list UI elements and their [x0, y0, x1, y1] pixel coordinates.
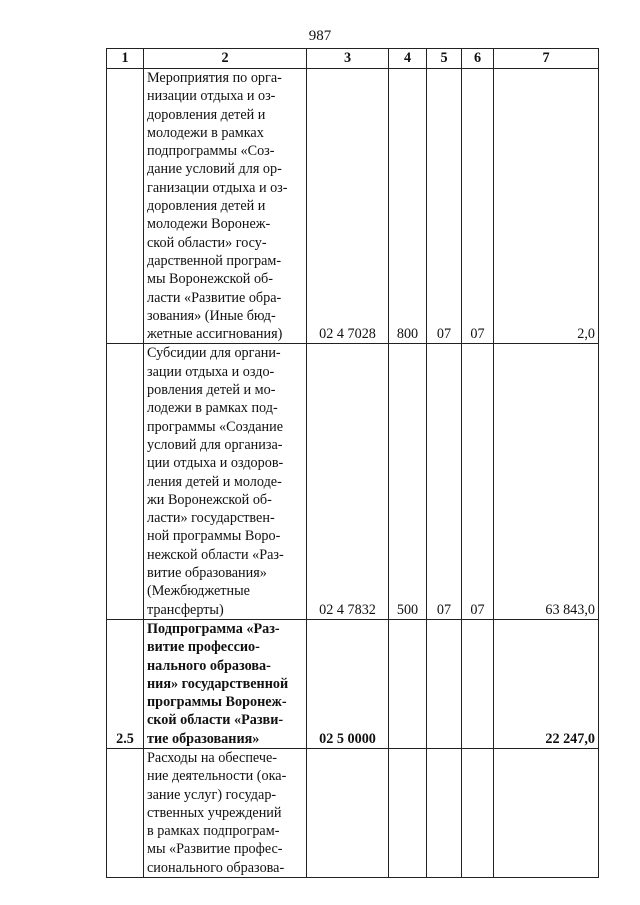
- description-line: зации отдыха и оздо-: [147, 363, 275, 380]
- column-header: 6: [462, 49, 494, 69]
- description-line: ственных учреждений: [147, 804, 282, 821]
- description-line: жетные ассигнования): [147, 326, 283, 343]
- description-line: трансферты): [147, 601, 224, 618]
- description-line: программы «Создание: [147, 418, 284, 435]
- description-line: (Межбюджетные: [147, 583, 250, 600]
- target-code: [307, 748, 389, 877]
- row-index: 2.5: [107, 619, 144, 748]
- amount: [494, 748, 599, 877]
- description-line: Подпрограмма «Раз-: [147, 620, 280, 637]
- description-line: мы Воронежской об-: [147, 271, 273, 288]
- description-line: Субсидии для органи-: [147, 345, 281, 362]
- description-line: дарственной програм-: [147, 252, 282, 269]
- row-index: [107, 69, 144, 344]
- description-line: подпрограммы «Соз-: [147, 143, 275, 160]
- description-line: Мероприятия по орга-: [147, 70, 282, 86]
- description-line: ласти «Развитие обра-: [147, 289, 282, 306]
- expense-type: [389, 748, 427, 877]
- column-header: 5: [427, 49, 462, 69]
- description-line: мы «Развитие профес-: [147, 841, 283, 858]
- description-line: зание услуг) государ-: [147, 786, 277, 803]
- amount: 63 843,0: [494, 344, 599, 619]
- column-header: 7: [494, 49, 599, 69]
- description-line: нежской области «Раз-: [147, 546, 284, 563]
- description-line: ной программы Воро-: [147, 528, 281, 545]
- expense-type: 500: [389, 344, 427, 619]
- budget-table: [106, 48, 599, 878]
- section-code: 07: [427, 69, 462, 344]
- target-code: 02 4 7028: [307, 69, 389, 344]
- description-line: ской области» госу-: [147, 234, 267, 251]
- row-description: [144, 619, 307, 748]
- row-description: [144, 69, 307, 344]
- description-line: молодежи Воронеж-: [147, 216, 271, 233]
- description-line: в рамках подпрограм-: [147, 823, 280, 840]
- description-line: молодежи в рамках: [147, 124, 264, 141]
- subsection-code: 07: [462, 69, 494, 344]
- column-header: 4: [389, 49, 427, 69]
- row-index: [107, 748, 144, 877]
- description-line: программы Воронеж-: [147, 694, 287, 711]
- description-line: ганизации отдыха и оз-: [147, 179, 288, 196]
- amount: 2,0: [494, 69, 599, 344]
- description-line: дание условий для ор-: [147, 161, 282, 178]
- expense-type: 800: [389, 69, 427, 344]
- amount: 22 247,0: [494, 619, 599, 748]
- description-line: ции отдыха и оздоров-: [147, 455, 284, 472]
- description-line: зования» (Иные бюд-: [147, 307, 276, 324]
- expense-type: [389, 619, 427, 748]
- section-code: [427, 619, 462, 748]
- row-index: [107, 344, 144, 619]
- description-line: нального образова-: [147, 657, 271, 674]
- description-line: ровления детей и мо-: [147, 382, 276, 399]
- description-line: сионального образова-: [147, 859, 285, 876]
- description-line: тие образования»: [147, 730, 260, 747]
- subsection-code: [462, 748, 494, 877]
- table-row: [107, 619, 599, 748]
- subsection-code: [462, 619, 494, 748]
- description-line: ния» государственной: [147, 675, 289, 692]
- description-line: низации отдыха и оз-: [147, 88, 276, 105]
- description-line: доровления детей и: [147, 198, 266, 215]
- table-row: [107, 344, 599, 619]
- description-line: лодежи в рамках под-: [147, 400, 278, 417]
- description-line: Расходы на обеспече-: [147, 749, 278, 766]
- description-line: витие образования»: [147, 565, 267, 582]
- description-line: жи Воронежской об-: [147, 491, 272, 508]
- description-line: ления детей и молоде-: [147, 473, 282, 490]
- section-code: 07: [427, 344, 462, 619]
- table-row: [107, 748, 599, 877]
- page-number: 987: [308, 28, 332, 44]
- description-line: ской области «Разви-: [147, 712, 284, 729]
- description-line: ласти» государствен-: [147, 510, 275, 527]
- description-line: ние деятельности (ока-: [147, 768, 287, 785]
- column-header: 3: [307, 49, 389, 69]
- description-line: витие профессио-: [147, 639, 260, 656]
- header-row: [107, 49, 599, 69]
- description-line: доровления детей и: [147, 106, 266, 123]
- target-code: 02 4 7832: [307, 344, 389, 619]
- target-code: 02 5 0000: [307, 619, 389, 748]
- column-header: 2: [144, 49, 307, 69]
- subsection-code: 07: [462, 344, 494, 619]
- row-description: [144, 344, 307, 619]
- table-row: [107, 69, 599, 344]
- column-header: 1: [107, 49, 144, 69]
- section-code: [427, 748, 462, 877]
- row-description: [144, 748, 307, 877]
- description-line: условий для организа-: [147, 436, 283, 453]
